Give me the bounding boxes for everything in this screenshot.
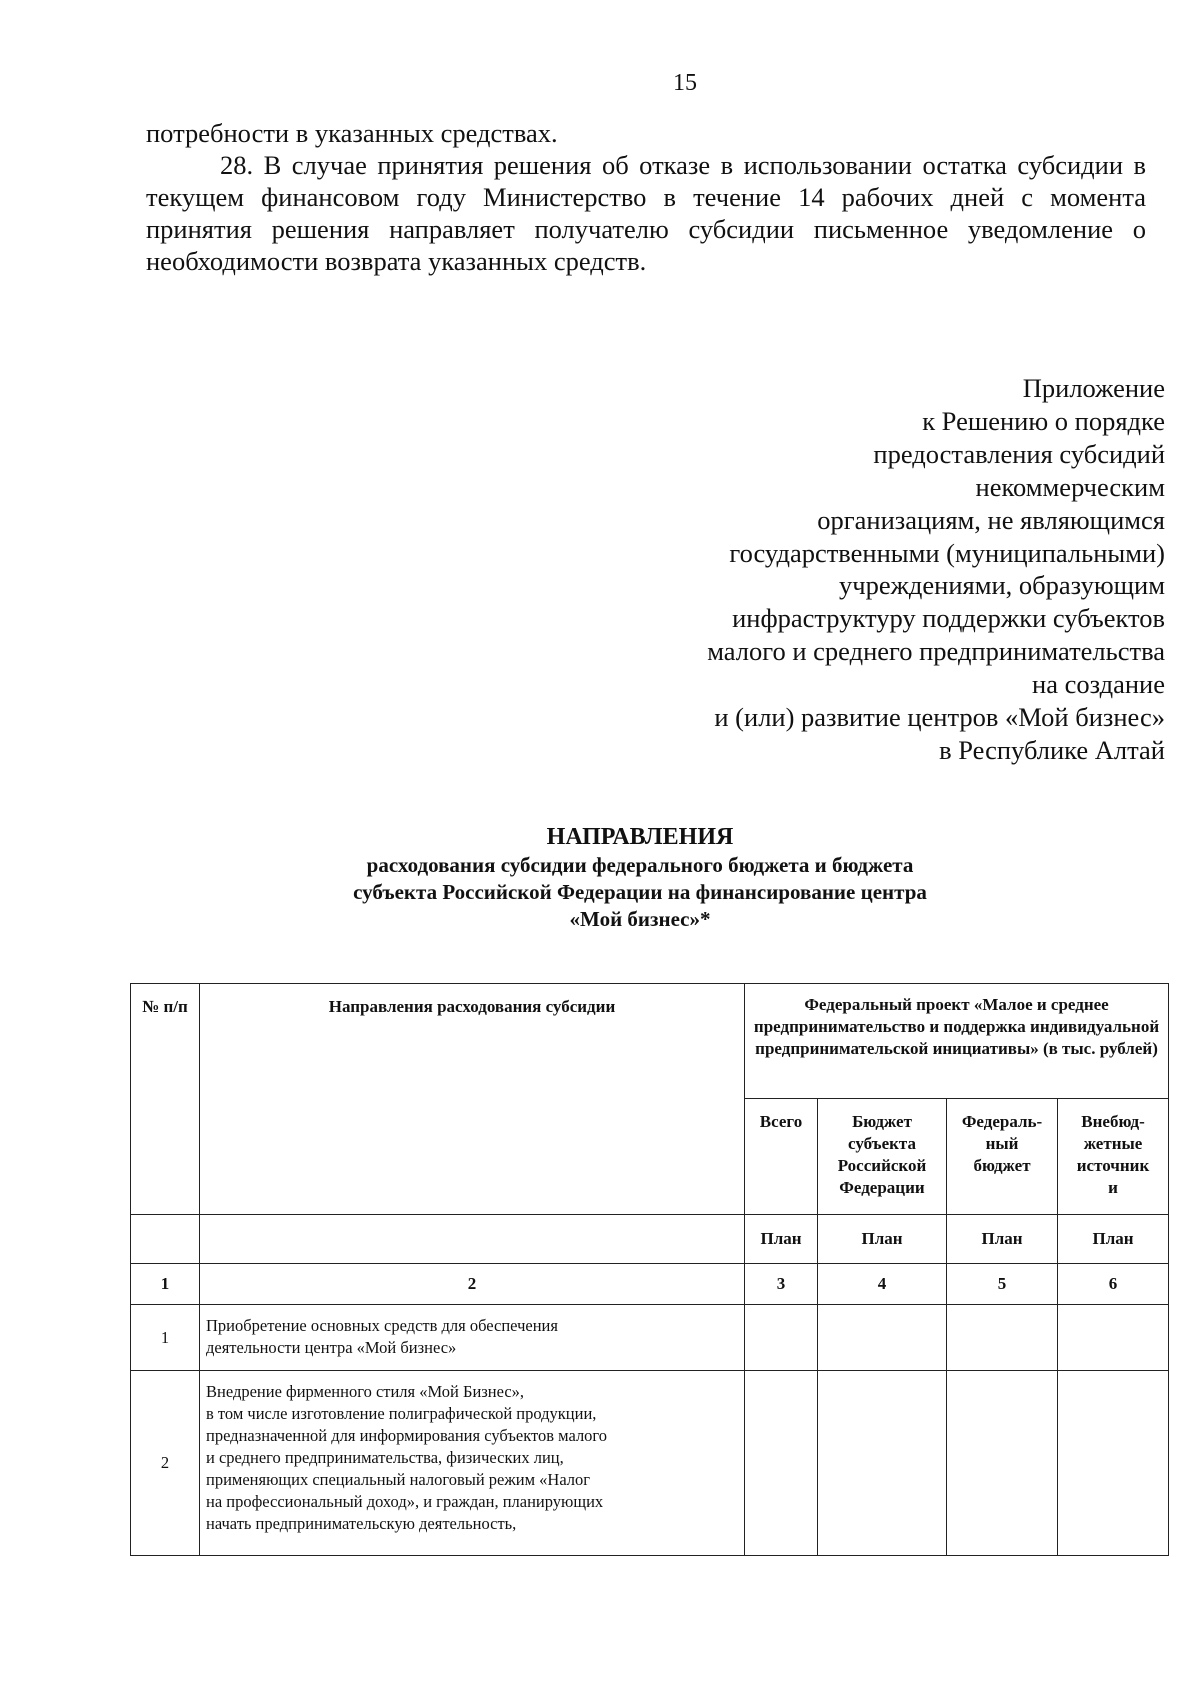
value-cell <box>745 1371 818 1556</box>
header-number: № п/п <box>131 984 200 1215</box>
header-line: ный <box>985 1134 1019 1153</box>
description-line: применяющих специальный налоговый режим «Налог <box>206 1470 591 1489</box>
paragraph-continuation: потребности в указанных средствах. <box>146 118 558 148</box>
description-line: начать предпринимательскую деятельность, <box>206 1514 517 1533</box>
description-line: в том числе изготовление полиграфической продукции, <box>206 1404 597 1423</box>
appendix-line: в Республике Алтай <box>939 734 1165 765</box>
table-row <box>131 1305 1169 1371</box>
heading-title: НАПРАВЛЕНИЯ <box>546 824 734 850</box>
header-line: Бюджет <box>852 1112 912 1131</box>
header-line: источник <box>1076 1156 1150 1175</box>
appendix-line: организациям, не являющимся <box>817 504 1165 535</box>
column-number: 1 <box>131 1264 200 1305</box>
header-line: Федерации <box>839 1178 925 1197</box>
value-cell <box>818 1305 947 1371</box>
description-line: Приобретение основных средств для обеспечения <box>206 1316 558 1335</box>
header-line: Российской <box>837 1156 927 1175</box>
heading-subtitle-line: расходования субсидии федерального бюджета и бюджета <box>366 853 914 877</box>
appendix-line: предоставления субсидий <box>873 438 1165 469</box>
appendix-line: малого и среднего предпринимательства <box>707 636 1165 667</box>
appendix-line: и (или) развитие центров «Мой бизнес» <box>714 702 1165 733</box>
appendix-note <box>605 372 1165 767</box>
plan-label: План <box>947 1215 1058 1264</box>
value-cell <box>947 1371 1058 1556</box>
document-heading <box>200 822 1080 933</box>
value-cell <box>818 1371 947 1556</box>
plan-label: План <box>818 1215 947 1264</box>
heading-subtitle-line: «Мой бизнес»* <box>569 907 711 931</box>
plan-row <box>131 1215 1169 1264</box>
table-cell <box>200 1215 745 1264</box>
description-line: и среднего предпринимательства, физических лиц, <box>206 1448 564 1467</box>
header-line: субъекта <box>848 1134 916 1153</box>
header-line: Федераль- <box>961 1112 1043 1131</box>
plan-label: План <box>745 1215 818 1264</box>
header-direction: Направления расходования субсидии <box>200 984 745 1215</box>
row-description <box>200 1371 745 1556</box>
header-regional-budget <box>818 1099 947 1215</box>
description-line: предназначенной для информирования субъектов малого <box>206 1426 608 1445</box>
column-number: 4 <box>818 1264 947 1305</box>
spending-directions-table <box>130 983 1169 1556</box>
description-line: деятельности центра «Мой бизнес» <box>206 1338 457 1357</box>
appendix-line: на создание <box>1032 669 1165 700</box>
heading-subtitle-line: субъекта Российской Федерации на финансирование центра <box>353 880 927 904</box>
appendix-line: инфраструктуру поддержки субъектов <box>732 603 1165 634</box>
header-line: жетные <box>1083 1134 1143 1153</box>
appendix-line: некоммерческим <box>975 471 1165 502</box>
header-line: Внебюд- <box>1081 1112 1145 1131</box>
row-description <box>200 1305 745 1371</box>
header-federal-budget <box>947 1099 1058 1215</box>
table-header-row <box>131 984 1169 1099</box>
header-federal-project: Федеральный проект «Малое и среднее предпринимательство и поддержка индивидуальной предпринимательской инициативы» (в тыс. рублей) <box>745 984 1169 1099</box>
column-number: 5 <box>947 1264 1058 1305</box>
header-total: Всего <box>745 1099 818 1215</box>
description-line: Внедрение фирменного стиля «Мой Бизнес», <box>206 1382 525 1401</box>
paragraph-28: 28. В случае принятия решения об отказе в использовании остатка субсидии в текущем финансовом году Министерство в течение 14 рабочих дней с момента принятия решения направляет получателю субсидии письменное уведомление о необходимости возврата указанных средств. <box>146 150 1146 276</box>
table-cell <box>131 1215 200 1264</box>
column-number-row <box>131 1264 1169 1305</box>
plan-label: План <box>1058 1215 1169 1264</box>
page-number: 15 <box>673 70 697 96</box>
header-line: и <box>1108 1178 1118 1197</box>
header-offbudget-sources <box>1058 1099 1169 1215</box>
row-number: 2 <box>131 1371 200 1556</box>
appendix-line: Приложение <box>1022 373 1165 403</box>
table-row <box>131 1371 1169 1556</box>
appendix-line: государственными (муниципальными) <box>729 537 1165 568</box>
description-line: на профессиональный доход», и граждан, планирующих <box>206 1492 604 1511</box>
value-cell <box>745 1305 818 1371</box>
row-number: 1 <box>131 1305 200 1371</box>
appendix-line: к Решению о порядке <box>922 405 1165 436</box>
column-number: 6 <box>1058 1264 1169 1305</box>
value-cell <box>1058 1305 1169 1371</box>
appendix-line: учреждениями, образующим <box>839 570 1165 601</box>
header-line: бюджет <box>973 1156 1031 1175</box>
column-number: 2 <box>200 1264 745 1305</box>
value-cell <box>1058 1371 1169 1556</box>
value-cell <box>947 1305 1058 1371</box>
column-number: 3 <box>745 1264 818 1305</box>
